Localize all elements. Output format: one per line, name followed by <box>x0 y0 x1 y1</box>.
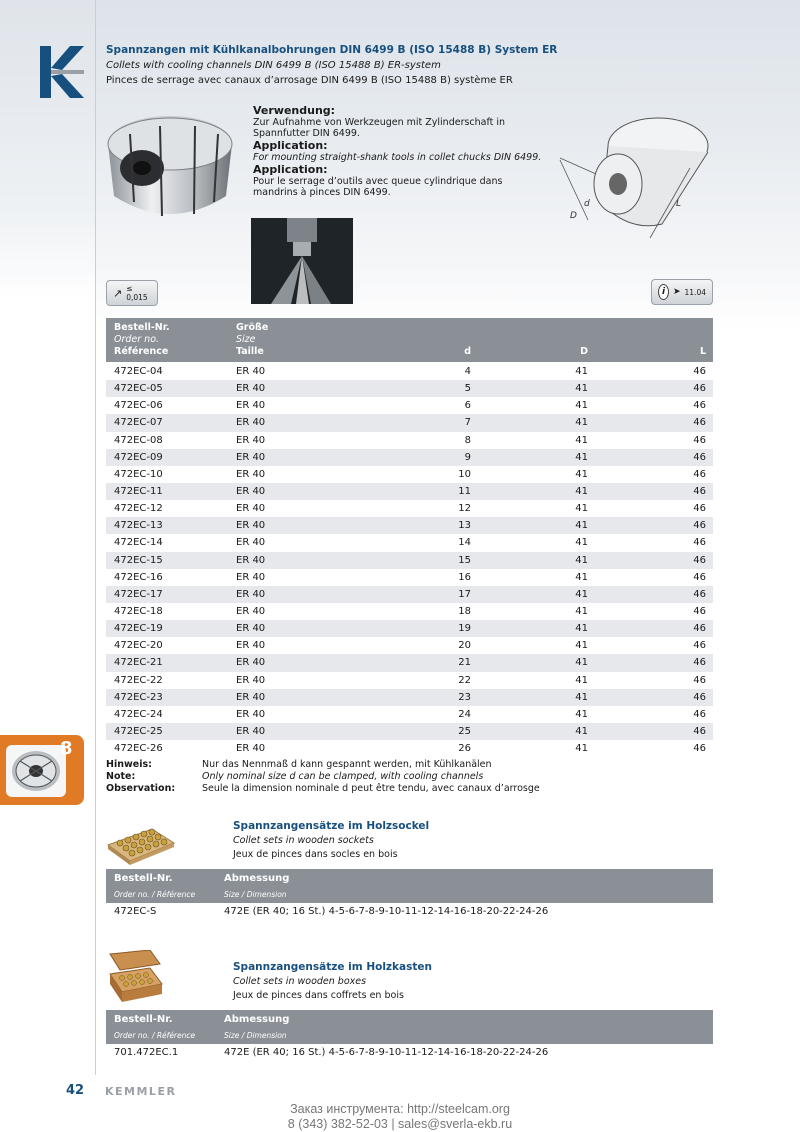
cell-L: 46 <box>693 725 706 737</box>
set2-title-fr: Jeux de pinces dans coffrets en bois <box>233 990 404 1001</box>
cell-L: 46 <box>693 366 706 377</box>
cell-D: 41 <box>575 520 588 532</box>
footer-contact-line: 8 (343) 382-52-03 | sales@sverla-ekb.ru <box>287 1117 513 1131</box>
cell-d: 10 <box>458 468 471 480</box>
page-subtitle-fr: Pinces de serrage avec canaux d’arrosage DIN 6499 B (ISO 15488 B) système ER <box>106 75 513 86</box>
cell-d: 17 <box>458 588 471 600</box>
usage-heading-fr: Application: <box>253 163 328 176</box>
cell-d: 9 <box>464 451 471 463</box>
table-row <box>106 449 713 466</box>
cell-d: 19 <box>458 623 471 635</box>
set2-header-dim: Abmessung <box>224 1014 290 1025</box>
table-row <box>106 380 713 397</box>
cell-d: 15 <box>458 554 471 566</box>
cell-size: ER 40 <box>236 383 266 395</box>
cell-order-no: 472EC-10 <box>114 468 163 480</box>
section-number: 8 <box>60 738 73 759</box>
cell-L: 46 <box>693 434 706 446</box>
cell-d: 16 <box>458 571 471 583</box>
note-text-en: Only nominal size d can be clamped, with cooling channels <box>202 771 484 782</box>
header-size-fr: Taille <box>236 346 264 357</box>
set2-header-ref-sub: Order no. / Référence <box>114 1031 196 1040</box>
drawing-label-d: d <box>584 199 590 209</box>
cell-order-no: 472EC-20 <box>114 640 163 652</box>
cell-order-no: 472EC-08 <box>114 434 163 446</box>
cell-size: ER 40 <box>236 725 266 737</box>
cell-d: 24 <box>458 708 471 720</box>
cell-D: 41 <box>575 674 588 686</box>
set1-header-dim: Abmessung <box>224 873 290 884</box>
tolerance-badge <box>106 280 158 306</box>
cell-size: ER 40 <box>236 417 266 429</box>
cell-D: 41 <box>575 451 588 463</box>
table-header <box>106 318 713 362</box>
cell-L: 46 <box>693 640 706 652</box>
table-row <box>106 569 713 586</box>
cell-order-no: 472EC-18 <box>114 605 163 617</box>
cell-d: 18 <box>458 605 471 617</box>
cell-order-no: 472EC-24 <box>114 708 163 720</box>
note-label-en: Note: <box>106 771 136 782</box>
cell-size: ER 40 <box>236 571 266 583</box>
page-number: 42 <box>66 1083 85 1098</box>
header-L: L <box>699 346 706 357</box>
cell-order-no: 472EC-07 <box>114 417 163 429</box>
cell-d: 5 <box>464 383 471 395</box>
cell-D: 41 <box>575 708 588 720</box>
cell-D: 41 <box>575 366 588 377</box>
cell-order-no: 472EC-22 <box>114 674 163 686</box>
cell-L: 46 <box>693 537 706 549</box>
set2-title-en: Collet sets in wooden boxes <box>233 976 367 987</box>
table-row <box>106 723 713 740</box>
cell-L: 46 <box>693 605 706 617</box>
cell-L: 46 <box>693 485 706 497</box>
cell-D: 41 <box>575 400 588 412</box>
cell-D: 41 <box>575 691 588 703</box>
cell-size: ER 40 <box>236 605 266 617</box>
section-tab-collet-image <box>6 745 66 797</box>
set1-title: Spannzangensätze im Holzsockel <box>233 820 430 832</box>
set2-title: Spannzangensätze im Holzkasten <box>233 961 432 973</box>
cell-D: 41 <box>575 725 588 737</box>
cell-size: ER 40 <box>236 708 266 720</box>
collet-photo <box>100 104 240 230</box>
cell-D: 41 <box>575 383 588 395</box>
cell-L: 46 <box>693 400 706 412</box>
set2-dim: 472E (ER 40; 16 St.) 4-5-6-7-8-9-10-11-12-14-16-18-20-22-24-26 <box>224 1047 549 1058</box>
cell-order-no: 472EC-17 <box>114 588 163 600</box>
note-text-fr: Seule la dimension nominale d peut être tendu, avec canaux d’arrosge <box>202 783 540 794</box>
cell-D: 41 <box>575 554 588 566</box>
cell-order-no: 472EC-21 <box>114 657 163 669</box>
cell-size: ER 40 <box>236 743 266 755</box>
cell-order-no: 472EC-12 <box>114 503 163 515</box>
cell-d: 23 <box>458 691 471 703</box>
cell-d: 11 <box>458 485 471 497</box>
cell-d: 21 <box>458 657 471 669</box>
cell-d: 6 <box>464 400 471 412</box>
set2-row <box>106 1045 713 1061</box>
cell-D: 41 <box>575 657 588 669</box>
cell-D: 41 <box>575 623 588 635</box>
cell-size: ER 40 <box>236 674 266 686</box>
cell-D: 41 <box>575 468 588 480</box>
table-row <box>106 363 713 380</box>
set1-header-ref-sub: Order no. / Référence <box>114 890 196 899</box>
cell-D: 41 <box>575 588 588 600</box>
table-row <box>106 603 713 620</box>
cell-order-no: 472EC-15 <box>114 554 163 566</box>
cell-L: 46 <box>693 383 706 395</box>
cell-size: ER 40 <box>236 588 266 600</box>
cell-size: ER 40 <box>236 623 266 635</box>
cell-L: 46 <box>693 588 706 600</box>
cell-L: 46 <box>693 743 706 755</box>
set2-table-header <box>106 1010 713 1044</box>
usage-text-fr: Pour le serrage d’outils avec queue cylindrique dans mandrins à pinces DIN 6499. <box>253 176 503 198</box>
cell-D: 41 <box>575 605 588 617</box>
cell-size: ER 40 <box>236 640 266 652</box>
cell-size: ER 40 <box>236 520 266 532</box>
header-ref-en: Order no. <box>114 334 160 345</box>
table-body <box>106 363 713 757</box>
cell-D: 41 <box>575 537 588 549</box>
cell-D: 41 <box>575 485 588 497</box>
set1-dim: 472E (ER 40; 16 St.) 4-5-6-7-8-9-10-11-12-14-16-18-20-22-24-26 <box>224 906 549 917</box>
set1-header-dim-sub: Size / Dimension <box>224 890 287 899</box>
cell-D: 41 <box>575 417 588 429</box>
cell-L: 46 <box>693 657 706 669</box>
cell-d: 7 <box>464 417 471 429</box>
page-divider <box>95 0 96 1075</box>
collet-drawing <box>540 100 720 250</box>
set1-title-en: Collet sets in wooden sockets <box>233 835 374 846</box>
set2-header-ref: Bestell-Nr. <box>114 1014 173 1025</box>
cell-order-no: 472EC-14 <box>114 537 163 549</box>
brand-name: KEMMLER <box>105 1085 177 1098</box>
set1-table-header <box>106 869 713 903</box>
cooling-photo <box>251 218 353 304</box>
usage-heading-en: Application: <box>253 139 328 152</box>
table-row <box>106 586 713 603</box>
cell-order-no: 472EC-23 <box>114 691 163 703</box>
cell-D: 41 <box>575 503 588 515</box>
wooden-socket-image <box>104 815 176 865</box>
header-ref-de: Bestell-Nr. <box>114 322 170 333</box>
cell-order-no: 472EC-06 <box>114 400 163 412</box>
cell-L: 46 <box>693 691 706 703</box>
table-row <box>106 483 713 500</box>
usage-text-de: Zur Aufnahme von Werkzeugen mit Zylinderschaft in Spannfutter DIN 6499. <box>253 117 506 139</box>
drawing-label-D: D <box>570 211 577 221</box>
cell-D: 41 <box>575 743 588 755</box>
table-row <box>106 740 713 757</box>
cell-size: ER 40 <box>236 366 266 377</box>
cell-size: ER 40 <box>236 691 266 703</box>
cell-L: 46 <box>693 623 706 635</box>
cell-size: ER 40 <box>236 434 266 446</box>
cell-d: 25 <box>458 725 471 737</box>
cell-order-no: 472EC-26 <box>114 743 163 755</box>
cell-size: ER 40 <box>236 503 266 515</box>
usage-block <box>253 104 543 198</box>
table-row <box>106 534 713 551</box>
cell-order-no: 472EC-16 <box>114 571 163 583</box>
cell-d: 22 <box>458 674 471 686</box>
note-label-de: Hinweis: <box>106 759 152 770</box>
cell-size: ER 40 <box>236 451 266 463</box>
table-row <box>106 397 713 414</box>
kemmler-logo <box>40 46 84 98</box>
cell-size: ER 40 <box>236 485 266 497</box>
table-row <box>106 620 713 637</box>
info-badge <box>651 279 713 305</box>
set1-header-ref: Bestell-Nr. <box>114 873 173 884</box>
cell-L: 46 <box>693 520 706 532</box>
usage-text-en: For mounting straight-shank tools in collet chucks DIN 6499. <box>253 152 542 163</box>
note-label-fr: Observation: <box>106 783 176 794</box>
cell-L: 46 <box>693 708 706 720</box>
cell-d: 13 <box>458 520 471 532</box>
header-ref-fr: Référence <box>114 346 169 357</box>
cell-L: 46 <box>693 451 706 463</box>
cell-size: ER 40 <box>236 468 266 480</box>
wooden-box-image <box>104 950 166 1006</box>
table-row <box>106 517 713 534</box>
cell-size: ER 40 <box>236 554 266 566</box>
cell-L: 46 <box>693 468 706 480</box>
cell-size: ER 40 <box>236 537 266 549</box>
cell-order-no: 472EC-19 <box>114 623 163 635</box>
drawing-label-L: L <box>676 199 682 209</box>
cell-d: 26 <box>458 743 471 755</box>
cell-L: 46 <box>693 554 706 566</box>
cell-L: 46 <box>693 674 706 686</box>
tolerance-value: ≤ 0,015 <box>126 284 148 302</box>
set2-ref: 701.472EC.1 <box>114 1047 179 1058</box>
cell-order-no: 472EC-25 <box>114 725 163 737</box>
note-text-de: Nur das Nennmaß d kann gespannt werden, mit Kühlkanälen <box>202 759 492 770</box>
cell-order-no: 472EC-04 <box>114 366 163 377</box>
table-row <box>106 689 713 706</box>
cell-order-no: 472EC-09 <box>114 451 163 463</box>
set1-ref: 472EC-S <box>114 906 157 917</box>
cell-d: 14 <box>458 537 471 549</box>
set1-title-fr: Jeux de pinces dans socles en bois <box>233 849 398 860</box>
table-row <box>106 414 713 431</box>
table-row <box>106 672 713 689</box>
cell-d: 8 <box>464 434 471 446</box>
cell-order-no: 472EC-13 <box>114 520 163 532</box>
cell-d: 4 <box>464 366 471 377</box>
table-row <box>106 432 713 449</box>
usage-heading-de: Verwendung: <box>253 104 336 117</box>
info-reference: 11.04 <box>684 287 706 297</box>
cell-order-no: 472EC-11 <box>114 485 163 497</box>
page-title: Spannzangen mit Kühlkanalbohrungen DIN 6499 B (ISO 15488 B) System ER <box>106 44 558 56</box>
page-subtitle-en: Collets with cooling channels DIN 6499 B (ISO 15488 B) ER-system <box>106 60 441 71</box>
cell-D: 41 <box>575 571 588 583</box>
header-d: d <box>464 346 471 357</box>
table-row <box>106 706 713 723</box>
table-row <box>106 637 713 654</box>
footer-order-line: Заказ инструмента: http://steelcam.org <box>290 1102 510 1116</box>
header-size-de: Größe <box>236 322 269 333</box>
cell-size: ER 40 <box>236 657 266 669</box>
set1-row <box>106 904 713 920</box>
info-icon: i <box>658 284 669 300</box>
cell-d: 20 <box>458 640 471 652</box>
cell-D: 41 <box>575 434 588 446</box>
set2-header-dim-sub: Size / Dimension <box>224 1031 287 1040</box>
info-arrow-icon: ➤ <box>672 287 681 297</box>
cell-D: 41 <box>575 640 588 652</box>
cell-L: 46 <box>693 571 706 583</box>
cell-L: 46 <box>693 503 706 515</box>
left-margin-background <box>0 0 95 300</box>
cell-size: ER 40 <box>236 400 266 412</box>
arrow-icon: ↗ <box>113 286 123 300</box>
header-size-en: Size <box>236 334 256 345</box>
table-row <box>106 500 713 517</box>
cell-d: 12 <box>458 503 471 515</box>
cell-L: 46 <box>693 417 706 429</box>
table-row <box>106 552 713 569</box>
table-row <box>106 654 713 671</box>
header-D: D <box>580 346 588 357</box>
table-row <box>106 466 713 483</box>
cell-order-no: 472EC-05 <box>114 383 163 395</box>
